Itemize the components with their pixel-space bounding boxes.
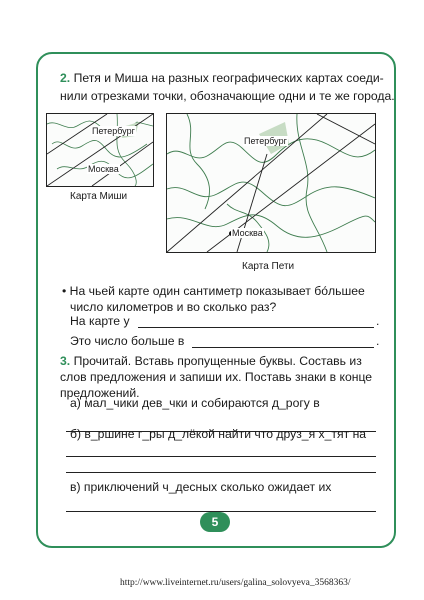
task3-item-a: а) мал_чики дев_чки и собираются д_рогу в (70, 396, 320, 410)
write-line-3[interactable] (66, 472, 376, 473)
caption-small-map: Карта Миши (70, 191, 128, 202)
answer1-end: . (376, 314, 380, 328)
page-number-badge: 5 (200, 512, 230, 532)
city-petersburg-large: Петербург (244, 136, 287, 146)
task3-item-b: б) в_ршине г_ры д_лёкой найти что друз_я х_тят на (70, 427, 367, 441)
map-small-drawing (47, 114, 153, 186)
task2-number: 2. (60, 71, 71, 85)
map-large (166, 113, 376, 253)
caption-large-map: Карта Пети (242, 261, 295, 272)
map-large-drawing (167, 114, 375, 252)
city-petersburg-small: Петербург (92, 126, 135, 136)
map-small (46, 113, 154, 187)
task2-line1 (60, 70, 384, 87)
question-line2: число километров и во сколько раз? (70, 300, 277, 314)
write-line-2[interactable] (66, 456, 376, 457)
task3-item-c: в) приключений ч_десных сколько ожидает их (70, 480, 332, 494)
task2-text1: Петя и Миша на разных географических картах соеди- (73, 71, 384, 85)
answer2-line[interactable] (192, 347, 374, 348)
task3-line1 (60, 353, 362, 370)
answer2-end: . (376, 334, 380, 348)
task3-text1: Прочитай. Вставь пропущенные буквы. Составь из (73, 354, 362, 368)
city-moscow-small: Москва (88, 164, 119, 174)
footer-url: http://www.liveinternet.ru/users/galina_solovyeva_3568363/ (120, 578, 351, 588)
task3-line3: предложений. (60, 386, 140, 400)
task3-number: 3. (60, 354, 71, 368)
question-line1: • На чьей карте один сантиметр показывает бо́льшее (62, 284, 365, 298)
answer2-label: Это число больше в (70, 334, 185, 348)
task3-line2: слов предложения и запиши их. Поставь знаки в конце (60, 370, 373, 384)
answer1-label: На карте у (70, 314, 130, 328)
answer1-line[interactable] (138, 327, 374, 328)
task2-line2: нили отрезками точки, обозначающие одни и те же города. (60, 89, 395, 103)
city-moscow-large: Москва (232, 228, 263, 238)
